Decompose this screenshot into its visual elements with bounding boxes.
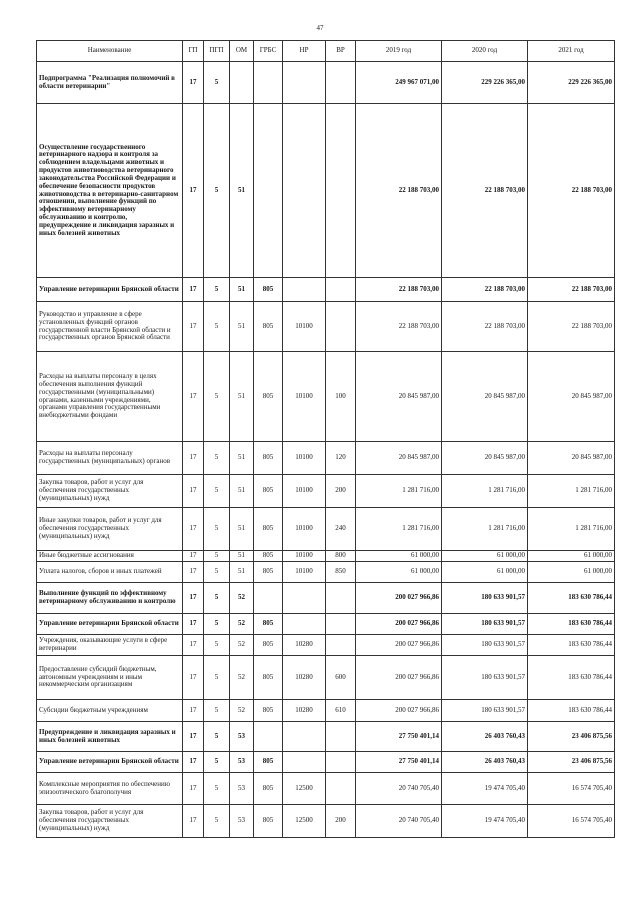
- cell-om: 51: [230, 442, 254, 475]
- header-vr: ВР: [326, 41, 356, 62]
- cell-pgp: 5: [204, 104, 230, 278]
- cell-om: 53: [230, 722, 254, 752]
- cell-nr: [283, 722, 326, 752]
- cell-nr: 10100: [283, 302, 326, 352]
- cell-pgp: 5: [204, 302, 230, 352]
- cell-grbs: 805: [254, 635, 283, 656]
- cell-gp: 17: [183, 302, 204, 352]
- cell-gp: 17: [183, 508, 204, 551]
- cell-vr: 800: [326, 551, 356, 562]
- cell-y2021: 183 630 786,44: [528, 656, 615, 700]
- cell-pgp: 5: [204, 656, 230, 700]
- cell-pgp: 5: [204, 62, 230, 104]
- cell-pgp: 5: [204, 475, 230, 508]
- cell-nr: 10100: [283, 551, 326, 562]
- header-nr: НР: [283, 41, 326, 62]
- cell-y2019: 200 027 966,86: [356, 635, 442, 656]
- cell-y2021: 1 281 716,00: [528, 475, 615, 508]
- cell-y2019: 20 740 705,40: [356, 773, 442, 805]
- cell-gp: 17: [183, 352, 204, 442]
- cell-y2020: 1 281 716,00: [442, 508, 528, 551]
- cell-y2020: 26 403 760,43: [442, 722, 528, 752]
- cell-y2019: 61 000,00: [356, 551, 442, 562]
- cell-gp: 17: [183, 104, 204, 278]
- cell-pgp: 5: [204, 773, 230, 805]
- cell-y2019: 27 750 401,14: [356, 752, 442, 773]
- cell-nr: 10100: [283, 562, 326, 583]
- cell-grbs: [254, 583, 283, 614]
- cell-vr: [326, 583, 356, 614]
- table-row: [37, 352, 615, 442]
- header-pgp: ПГП: [204, 41, 230, 62]
- cell-nr: 12500: [283, 773, 326, 805]
- cell-y2020: 22 188 703,00: [442, 302, 528, 352]
- cell-grbs: 805: [254, 614, 283, 635]
- cell-pgp: 5: [204, 583, 230, 614]
- cell-nr: [283, 614, 326, 635]
- cell-vr: [326, 752, 356, 773]
- table-row: [37, 752, 615, 773]
- cell-y2021: 229 226 365,00: [528, 62, 615, 104]
- cell-om: 51: [230, 278, 254, 302]
- cell-name: Закупка товаров, работ и услуг для обеспечения государственных (муниципальных) нужд: [37, 805, 183, 838]
- cell-y2019: 1 281 716,00: [356, 508, 442, 551]
- cell-grbs: [254, 722, 283, 752]
- cell-y2020: 61 000,00: [442, 551, 528, 562]
- cell-om: 51: [230, 302, 254, 352]
- cell-vr: 200: [326, 475, 356, 508]
- table-row: [37, 551, 615, 562]
- cell-name: Управление ветеринарии Брянской области: [37, 614, 183, 635]
- cell-y2020: 229 226 365,00: [442, 62, 528, 104]
- cell-nr: 10280: [283, 656, 326, 700]
- cell-om: 53: [230, 805, 254, 838]
- cell-y2020: 1 281 716,00: [442, 475, 528, 508]
- cell-om: 52: [230, 700, 254, 722]
- cell-grbs: 805: [254, 752, 283, 773]
- cell-pgp: 5: [204, 614, 230, 635]
- table-row: [37, 104, 615, 278]
- cell-gp: 17: [183, 562, 204, 583]
- cell-nr: 10280: [283, 700, 326, 722]
- cell-vr: [326, 278, 356, 302]
- cell-y2019: 20 740 705,40: [356, 805, 442, 838]
- cell-y2021: 183 630 786,44: [528, 614, 615, 635]
- cell-grbs: 805: [254, 562, 283, 583]
- cell-om: [230, 62, 254, 104]
- cell-name: Учреждения, оказывающие услуги в сфере ветеринарии: [37, 635, 183, 656]
- cell-y2020: 22 188 703,00: [442, 278, 528, 302]
- header-gp: ГП: [183, 41, 204, 62]
- cell-vr: [326, 635, 356, 656]
- table-row: [37, 656, 615, 700]
- cell-pgp: 5: [204, 805, 230, 838]
- cell-y2019: 249 967 071,00: [356, 62, 442, 104]
- cell-y2021: 61 000,00: [528, 562, 615, 583]
- header-2020: 2020 год: [442, 41, 528, 62]
- cell-y2019: 22 188 703,00: [356, 104, 442, 278]
- cell-grbs: 805: [254, 352, 283, 442]
- cell-name: Уплата налогов, сборов и иных платежей: [37, 562, 183, 583]
- table-row: [37, 805, 615, 838]
- cell-y2021: 22 188 703,00: [528, 278, 615, 302]
- cell-pgp: 5: [204, 352, 230, 442]
- cell-vr: [326, 104, 356, 278]
- cell-pgp: 5: [204, 442, 230, 475]
- cell-name: Подпрограмма "Реализация полномочий в области ветеринарии": [37, 62, 183, 104]
- cell-vr: 850: [326, 562, 356, 583]
- cell-gp: 17: [183, 278, 204, 302]
- cell-name: Расходы на выплаты персоналу государственных (муниципальных) органов: [37, 442, 183, 475]
- cell-y2020: 61 000,00: [442, 562, 528, 583]
- table-row: [37, 508, 615, 551]
- cell-y2020: 20 845 987,00: [442, 352, 528, 442]
- cell-y2021: 61 000,00: [528, 551, 615, 562]
- cell-gp: 17: [183, 551, 204, 562]
- cell-y2021: 16 574 705,40: [528, 773, 615, 805]
- table-row: [37, 635, 615, 656]
- cell-nr: [283, 62, 326, 104]
- cell-vr: [326, 62, 356, 104]
- table-row: [37, 773, 615, 805]
- cell-pgp: 5: [204, 722, 230, 752]
- cell-om: 51: [230, 475, 254, 508]
- cell-name: Расходы на выплаты персоналу в целях обеспечения выполнения функций государственными (муниципальными) органами, казенными учреждениями, органами управления государственными внебюджетными фондами: [37, 352, 183, 442]
- cell-vr: [326, 614, 356, 635]
- cell-name: Предупреждение и ликвидация заразных и иных болезней животных: [37, 722, 183, 752]
- cell-y2020: 180 633 901,57: [442, 700, 528, 722]
- page-number: 47: [316, 24, 324, 32]
- table-body: [37, 62, 615, 838]
- cell-y2019: 200 027 966,86: [356, 583, 442, 614]
- cell-name: Осуществление государственного ветеринарного надзора и контроля за соблюдением владельцами животных и продуктов животноводства ветеринарного законодательства Российской Федерации и обеспечение безопасности продуктов животноводства в ветеринарно-санитарном отношении, выполнение функций по эффективному ветеринарному обслуживанию и контролю, предупреждение и ликвидация заразных и иных болезней животных: [37, 104, 183, 278]
- cell-y2020: 20 845 987,00: [442, 442, 528, 475]
- cell-nr: [283, 583, 326, 614]
- cell-grbs: 805: [254, 773, 283, 805]
- cell-y2019: 61 000,00: [356, 562, 442, 583]
- cell-y2019: 200 027 966,86: [356, 656, 442, 700]
- cell-name: Закупка товаров, работ и услуг для обеспечения государственных (муниципальных) нужд: [37, 475, 183, 508]
- cell-grbs: 805: [254, 551, 283, 562]
- cell-om: 51: [230, 508, 254, 551]
- cell-vr: 100: [326, 352, 356, 442]
- cell-name: Иные закупки товаров, работ и услуг для обеспечения государственных (муниципальных) нужд: [37, 508, 183, 551]
- cell-vr: [326, 773, 356, 805]
- cell-om: 51: [230, 562, 254, 583]
- table-row: [37, 62, 615, 104]
- cell-om: 52: [230, 635, 254, 656]
- cell-gp: 17: [183, 700, 204, 722]
- cell-gp: 17: [183, 442, 204, 475]
- cell-y2020: 22 188 703,00: [442, 104, 528, 278]
- cell-grbs: 805: [254, 508, 283, 551]
- cell-om: 52: [230, 583, 254, 614]
- table-row: [37, 614, 615, 635]
- cell-gp: 17: [183, 656, 204, 700]
- cell-gp: 17: [183, 475, 204, 508]
- cell-y2021: 183 630 786,44: [528, 635, 615, 656]
- cell-y2019: 27 750 401,14: [356, 722, 442, 752]
- cell-om: 52: [230, 614, 254, 635]
- cell-grbs: 805: [254, 656, 283, 700]
- cell-y2019: 22 188 703,00: [356, 302, 442, 352]
- cell-gp: 17: [183, 752, 204, 773]
- cell-grbs: [254, 104, 283, 278]
- cell-gp: 17: [183, 773, 204, 805]
- cell-om: 51: [230, 551, 254, 562]
- cell-y2021: 183 630 786,44: [528, 583, 615, 614]
- cell-y2021: 1 281 716,00: [528, 508, 615, 551]
- cell-name: Субсидии бюджетным учреждениям: [37, 700, 183, 722]
- cell-name: Выполнение функций по эффективному ветеринарному обслуживанию и контролю: [37, 583, 183, 614]
- cell-nr: 10100: [283, 475, 326, 508]
- cell-y2021: 23 406 875,56: [528, 752, 615, 773]
- cell-nr: 12500: [283, 805, 326, 838]
- table-row: [37, 278, 615, 302]
- header-2021: 2021 год: [528, 41, 615, 62]
- cell-om: 51: [230, 352, 254, 442]
- cell-vr: 600: [326, 656, 356, 700]
- table-header-row: [37, 41, 615, 62]
- cell-y2020: 26 403 760,43: [442, 752, 528, 773]
- table-row: [37, 475, 615, 508]
- cell-nr: [283, 104, 326, 278]
- header-name: Наименование: [37, 41, 183, 62]
- cell-name: Управление ветеринарии Брянской области: [37, 278, 183, 302]
- cell-grbs: 805: [254, 278, 283, 302]
- cell-grbs: 805: [254, 805, 283, 838]
- cell-om: 53: [230, 773, 254, 805]
- cell-name: Управление ветеринарии Брянской области: [37, 752, 183, 773]
- cell-name: Руководство и управление в сфере установленных функций органов государственной власти Брянской области и государственных органов Брянской области: [37, 302, 183, 352]
- cell-vr: 240: [326, 508, 356, 551]
- cell-om: 52: [230, 656, 254, 700]
- cell-y2021: 20 845 987,00: [528, 352, 615, 442]
- header-grbs: ГРБС: [254, 41, 283, 62]
- cell-y2021: 22 188 703,00: [528, 104, 615, 278]
- cell-nr: [283, 752, 326, 773]
- cell-nr: 10100: [283, 442, 326, 475]
- table-row: [37, 302, 615, 352]
- cell-y2020: 19 474 705,40: [442, 805, 528, 838]
- cell-y2020: 180 633 901,57: [442, 656, 528, 700]
- cell-pgp: 5: [204, 752, 230, 773]
- cell-vr: 200: [326, 805, 356, 838]
- cell-nr: 10100: [283, 352, 326, 442]
- cell-y2020: 180 633 901,57: [442, 583, 528, 614]
- cell-grbs: 805: [254, 442, 283, 475]
- cell-om: 51: [230, 104, 254, 278]
- table-row: [37, 700, 615, 722]
- cell-y2020: 180 633 901,57: [442, 614, 528, 635]
- budget-table: [36, 40, 615, 838]
- cell-om: 53: [230, 752, 254, 773]
- cell-gp: 17: [183, 62, 204, 104]
- cell-y2019: 20 845 987,00: [356, 352, 442, 442]
- cell-y2021: 16 574 705,40: [528, 805, 615, 838]
- cell-gp: 17: [183, 722, 204, 752]
- table-row: [37, 562, 615, 583]
- cell-name: Комплексные мероприятия по обеспечению эпизоотического благополучия: [37, 773, 183, 805]
- cell-nr: [283, 278, 326, 302]
- cell-gp: 17: [183, 583, 204, 614]
- cell-y2019: 200 027 966,86: [356, 614, 442, 635]
- cell-y2021: 183 630 786,44: [528, 700, 615, 722]
- cell-pgp: 5: [204, 551, 230, 562]
- cell-y2019: 200 027 966,86: [356, 700, 442, 722]
- cell-grbs: 805: [254, 700, 283, 722]
- cell-gp: 17: [183, 805, 204, 838]
- cell-pgp: 5: [204, 635, 230, 656]
- cell-vr: [326, 722, 356, 752]
- cell-vr: 120: [326, 442, 356, 475]
- cell-grbs: 805: [254, 302, 283, 352]
- cell-y2021: 23 406 875,56: [528, 722, 615, 752]
- cell-y2019: 20 845 987,00: [356, 442, 442, 475]
- cell-pgp: 5: [204, 508, 230, 551]
- table-row: [37, 442, 615, 475]
- cell-nr: 10280: [283, 635, 326, 656]
- cell-y2021: 22 188 703,00: [528, 302, 615, 352]
- cell-grbs: [254, 62, 283, 104]
- cell-y2021: 20 845 987,00: [528, 442, 615, 475]
- cell-y2019: 22 188 703,00: [356, 278, 442, 302]
- cell-pgp: 5: [204, 562, 230, 583]
- cell-gp: 17: [183, 614, 204, 635]
- table-row: [37, 722, 615, 752]
- cell-y2020: 180 633 901,57: [442, 635, 528, 656]
- cell-pgp: 5: [204, 700, 230, 722]
- table-row: [37, 583, 615, 614]
- cell-vr: 610: [326, 700, 356, 722]
- cell-y2019: 1 281 716,00: [356, 475, 442, 508]
- cell-name: Иные бюджетные ассигнования: [37, 551, 183, 562]
- cell-nr: 10100: [283, 508, 326, 551]
- cell-vr: [326, 302, 356, 352]
- cell-pgp: 5: [204, 278, 230, 302]
- cell-grbs: 805: [254, 475, 283, 508]
- cell-y2020: 19 474 705,40: [442, 773, 528, 805]
- cell-gp: 17: [183, 635, 204, 656]
- cell-name: Предоставление субсидий бюджетным, автономным учреждениям и иным некоммерческим организациям: [37, 656, 183, 700]
- header-2019: 2019 год: [356, 41, 442, 62]
- header-om: ОМ: [230, 41, 254, 62]
